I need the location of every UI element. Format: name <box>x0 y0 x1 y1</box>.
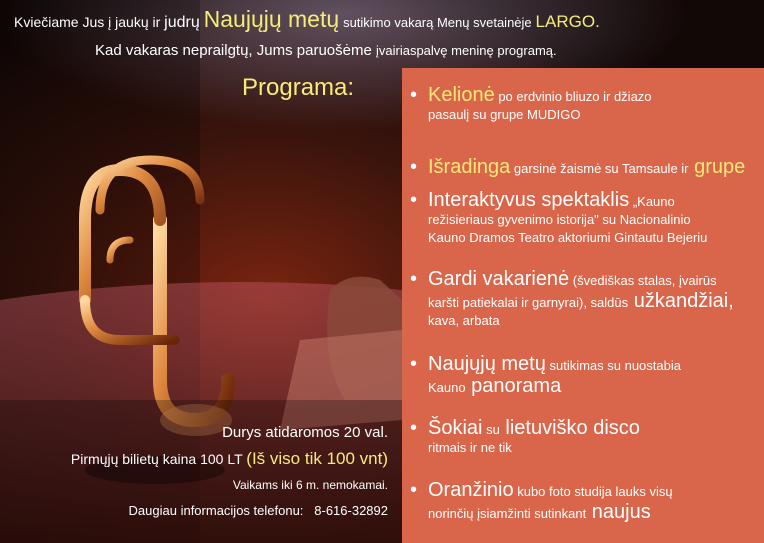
program-item-segment: lietuviško <box>499 417 588 439</box>
program-panel <box>402 68 764 543</box>
program-item-segment: sutikimas su nuostabia <box>545 358 681 373</box>
program-item-segment: „Kauno <box>629 194 675 209</box>
program-item-line <box>428 189 752 211</box>
program-item-line <box>428 290 752 312</box>
kids-free-text: Vaikams iki 6 m. nemokamai. <box>232 478 388 492</box>
bullet-icon: • <box>410 353 418 375</box>
program-item-segment: grupe <box>688 156 746 178</box>
program-item-segment: užkandžiai, <box>628 290 734 312</box>
program-item-line <box>428 353 752 375</box>
program-item-segment: karšti patiekalai ir garnyrai), saldūs <box>428 295 629 310</box>
doors-open-text: Durys atidaromos 20 val. <box>222 424 388 441</box>
program-item-segment: Šokiai <box>428 417 483 439</box>
program-item-segment: kava, arbata <box>428 313 500 328</box>
program-item-segment: panorama <box>465 375 562 397</box>
program-item-text <box>428 189 752 247</box>
program-item-text <box>428 268 752 330</box>
ticket-price-text: Pirmųjų bilietų kaina 100 LT <box>70 451 243 467</box>
program-item-line <box>428 417 752 439</box>
program-item-line <box>428 84 752 106</box>
program-item-segment: norinčių įsiamžinti sutinkant <box>428 506 587 521</box>
program-item-segment: (švediškas stalas, įvairūs <box>569 273 717 288</box>
bullet-icon: • <box>410 156 418 178</box>
invitation-line <box>14 6 600 33</box>
program-item-line <box>428 439 752 457</box>
program-item-segment: pasaulį su grupe MUDIGO <box>428 107 581 122</box>
venue-name: LARGO. <box>535 12 600 31</box>
program-item-segment: Kelionė <box>428 84 495 106</box>
program-item-text <box>428 479 752 523</box>
program-item-text <box>428 417 752 457</box>
program-item-segment: Išradinga <box>428 156 511 178</box>
contact-line <box>129 503 388 518</box>
program-item-line <box>428 479 752 501</box>
program-intro-line <box>95 42 557 59</box>
invitation-highlight: Naujųjų metų <box>203 6 340 32</box>
program-item-segment: vakarienė <box>476 268 570 290</box>
bullet-icon: • <box>410 417 418 439</box>
program-item-line <box>428 229 752 247</box>
program-item-line <box>428 211 752 229</box>
ticket-limit-highlight: (Iš viso tik 100 vnt) <box>246 449 388 468</box>
program-item-segment: Kauno <box>428 380 466 395</box>
program-item-segment: po erdvinio <box>494 89 562 104</box>
program-item-segment: garsinė žaismė su Tamsaule ir <box>510 161 689 176</box>
program-heading: Programa: <box>242 74 355 101</box>
program-item-line <box>428 106 752 124</box>
program-item-segment: ritmais ir ne tik <box>428 440 512 455</box>
program-item-line <box>428 156 752 178</box>
bullet-icon: • <box>410 84 418 106</box>
program-item-line <box>428 375 752 397</box>
program-item-segment: naujus <box>586 501 651 523</box>
program-item-segment: Kauno Dramos Teatro aktoriumi Gintautu Bejeriu <box>428 230 708 245</box>
bullet-icon: • <box>410 189 418 211</box>
program-item-segment: Naujųjų <box>428 353 496 375</box>
bullet-icon: • <box>410 268 418 290</box>
invitation-part-4: sutikimo vakarą Menų svetainėje <box>343 15 532 30</box>
program-item-segment: metų <box>495 353 546 375</box>
program-item-line <box>428 268 752 290</box>
program-item-segment: bliuzo ir džiazo <box>561 89 652 104</box>
invitation-part-2: judrų <box>164 14 200 31</box>
program-intro-part-2: įvairiaspalvę meninę programą. <box>375 43 557 58</box>
program-item-segment: spektaklis <box>535 189 630 211</box>
program-item-text <box>428 353 752 397</box>
program-intro-part-1: Kad vakaras neprailgtų, Jums paruošėme <box>95 42 372 59</box>
program-item-segment: Gardi <box>428 268 477 290</box>
ticket-price-line <box>71 449 388 469</box>
program-item-segment: kubo foto studija lauks visų <box>513 484 673 499</box>
program-item-line <box>428 312 752 330</box>
program-item-segment: Oranžinio <box>428 479 514 501</box>
program-item-text <box>428 156 752 178</box>
program-item-segment: režisieriaus gyvenimo istorija" su Nacionalinio <box>428 212 691 227</box>
program-item-segment: disco <box>587 417 640 439</box>
program-item-line <box>428 501 752 523</box>
bullet-icon: • <box>410 479 418 501</box>
program-item-segment: Interaktyvus <box>428 189 536 211</box>
contact-phone: 8-616-32892 <box>314 503 388 518</box>
invitation-part-1: Kviečiame Jus į jaukų ir <box>14 14 161 30</box>
program-item-segment: su <box>482 422 500 437</box>
contact-label: Daugiau informacijos telefonu: <box>128 503 304 518</box>
program-item-text <box>428 84 752 124</box>
